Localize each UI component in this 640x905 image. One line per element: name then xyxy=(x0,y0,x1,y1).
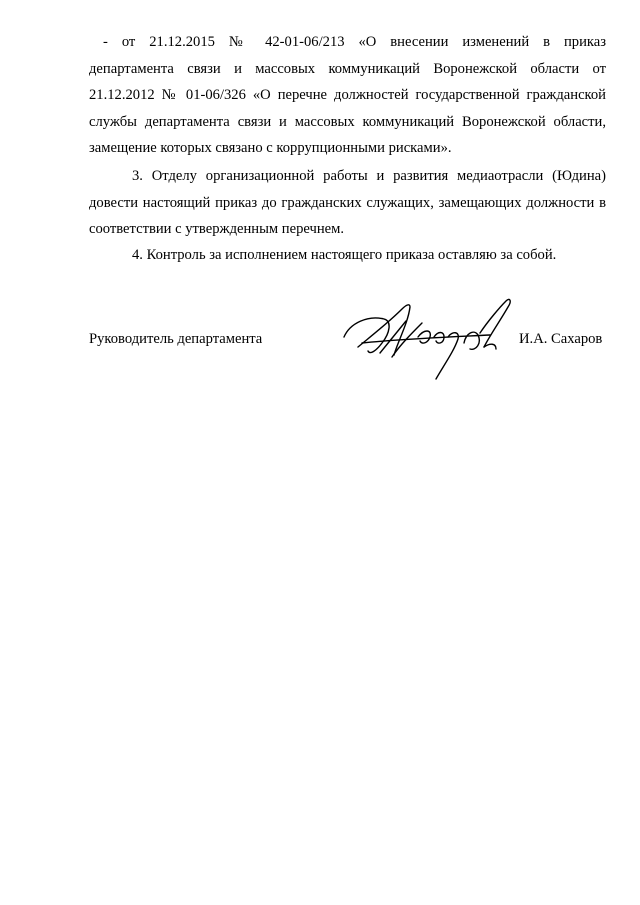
paragraph-first-line: - от 21.12.2015 № 42-01-06/213 «О внесении изменений в приказ xyxy=(103,34,606,50)
signatory-role: Руководитель департамента xyxy=(89,331,263,347)
paragraph-continuation: департамента связи и массовых коммуникаций Воронежской области от 21.12.2012 № 01-06/326 «О перечне должностей государственной гражданской службы департамента связи и массовых коммуникаций Воронежской области, замещение которых связано с коррупционными рисками». xyxy=(89,60,606,157)
paragraph-item-4: 4. Контроль за исполнением настоящего приказа оставляю за собой. xyxy=(132,247,557,263)
paragraph-item-3: 3. Отделу организационной работы и развития медиаотрасли (Юдина) довести настоящий приказ до гражданских служащих, замещающих должности в соответствии с утвержденным перечнем. xyxy=(89,168,606,238)
handwritten-signature xyxy=(340,293,520,393)
signatory-name: И.А. Сахаров xyxy=(519,331,603,347)
paragraph-order-item xyxy=(89,29,606,162)
